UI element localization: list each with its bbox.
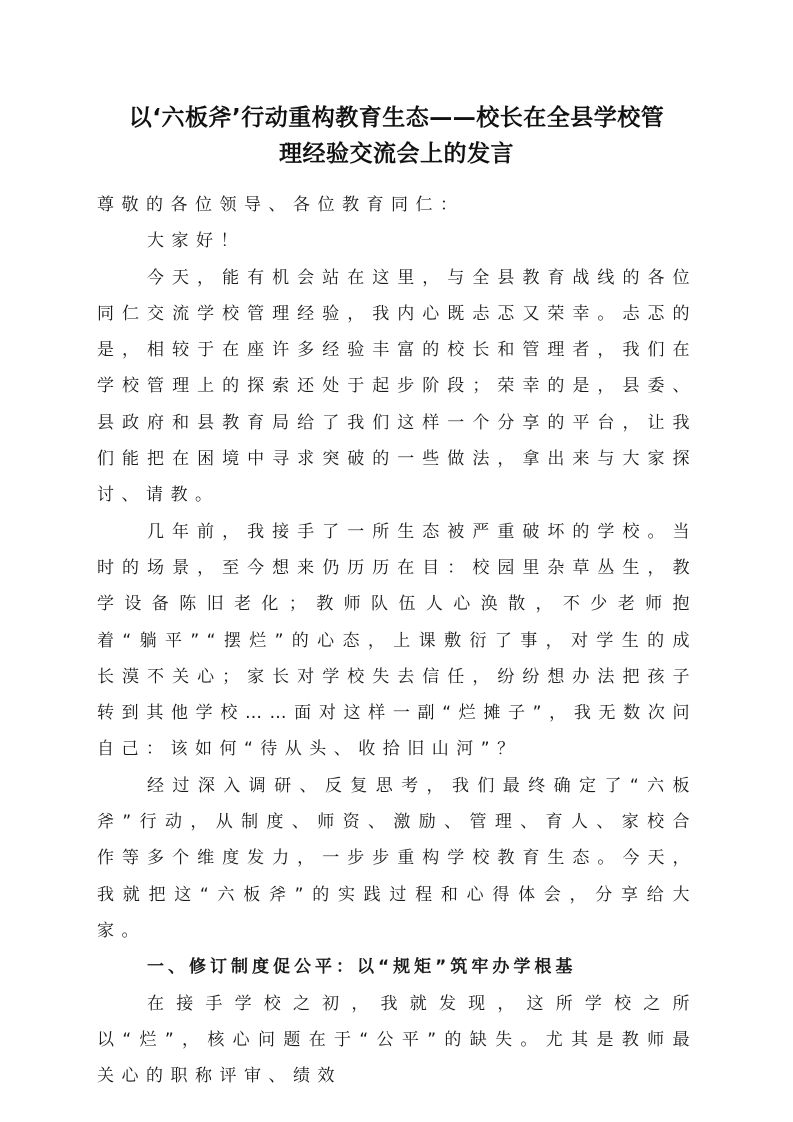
salutation: 尊敬的各位领导、各位教育同仁：	[97, 195, 465, 215]
greeting: 大家好！	[147, 231, 245, 252]
section-heading-1: 一、修订制度促公平：以“规矩”筑牢办学根基	[147, 957, 577, 978]
paragraph-background: 几年前，我接手了一所生态被严重破坏的学校。当时的场景，至今想来仍历历在目：校园里杂草丛生，教学设备陈旧老化；教师队伍人心涣散，不少老师抱着“躺平”“摆烂”的心态，上课敷衍了事，对学生的成长漠不关心；家长对学校失去信任，纷纷想办法把孩子转到其他学校……面对这样一副“烂摊子”，我无数次问自己：该如何“待从头、收拾旧山河”？	[97, 521, 697, 760]
title-line-2: 理经验交流会上的发言	[279, 141, 514, 167]
title-line-1: 以‘六板斧’行动重构教育生态——校长在全县学校管	[128, 105, 665, 131]
paragraph-overview: 经过深入调研、反复思考，我们最终确定了“六板斧”行动，从制度、师资、激励、管理、育人、家校合作等多个维度发力，一步步重构学校教育生态。今天，我就把这“六板斧”的实践过程和心得体会，分享给大家。	[97, 775, 697, 941]
document-body	[97, 187, 697, 1094]
section-paragraph-1: 在接手学校之初，我就发现，这所学校之所以“烂”，核心问题在于“公平”的缺失。尤其是教师最关心的职称评审、绩效	[97, 993, 697, 1087]
document-title	[90, 100, 703, 172]
paragraph-intro: 今天，能有机会站在这里，与全县教育战线的各位同仁交流学校管理经验，我内心既忐忑又荣幸。忐忑的是，相较于在座许多经验丰富的校长和管理者，我们在学校管理上的探索还处于起步阶段；荣幸的是，县委、县政府和县教育局给了我们这样一个分享的平台，让我们能把在困境中寻求突破的一些做法，拿出来与大家探讨、请教。	[97, 267, 697, 506]
